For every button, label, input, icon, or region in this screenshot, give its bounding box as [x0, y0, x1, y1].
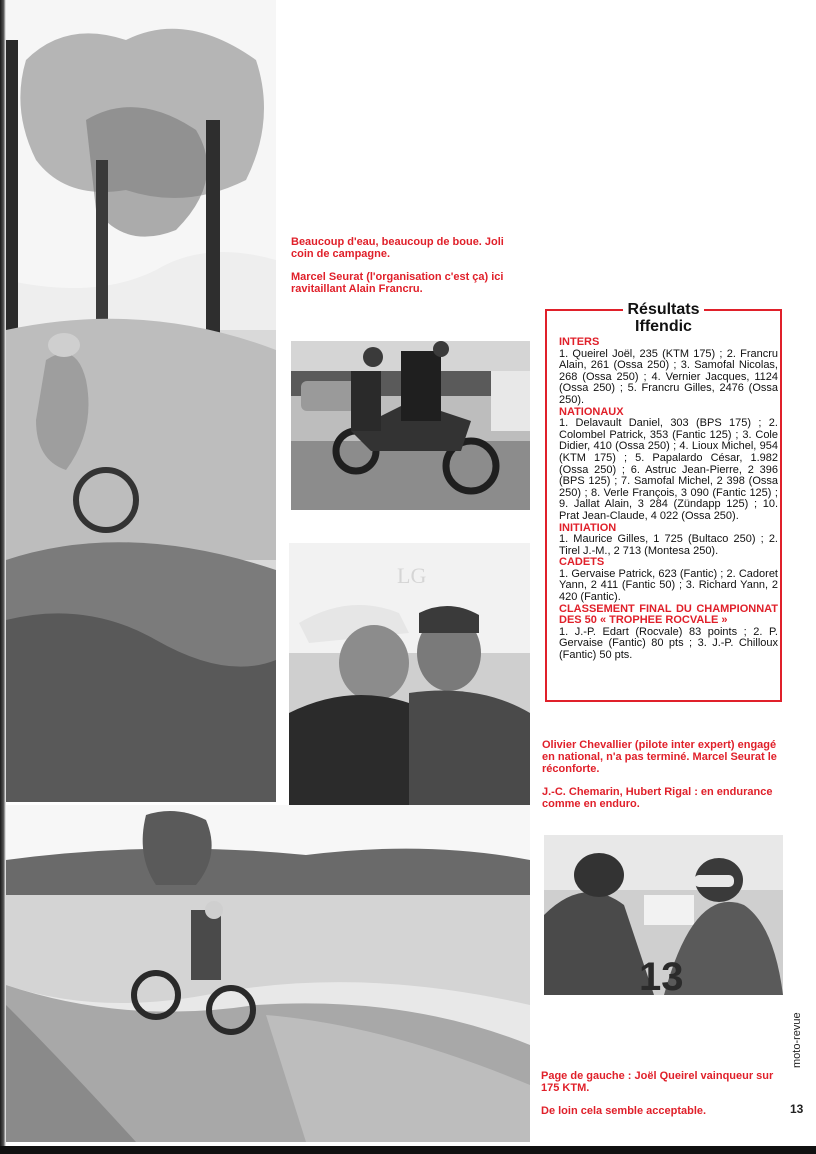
results-title-line2: Iffendic — [635, 318, 692, 335]
svg-text:13: 13 — [639, 955, 684, 995]
svg-text:LG: LG — [397, 563, 427, 588]
results-text-cadets: 1. Gervaise Patrick, 623 (Fantic) ; 2. Cadoret Yann, 2 411 (Fantic 50) ; 3. Richard Yann, 2 420 (Fantic). — [559, 567, 778, 604]
results-title — [623, 301, 703, 335]
caption-marcel-seurat: Marcel Seurat (l'organisation c'est ça) ici ravitaillant Alain Francru. — [291, 271, 504, 295]
page-number: 13 — [790, 1102, 804, 1116]
photo-landscape — [6, 805, 530, 1142]
results-heading-classement: CLASSEMENT FINAL DU CHAMPIONNAT DES 50 « TROPHEE ROCVALE » — [559, 602, 778, 627]
caption-joel-queirel: Page de gauche : Joël Queirel vainqueur sur 175 KTM. — [541, 1070, 774, 1094]
caption-middle — [542, 739, 792, 810]
results-text-inters: 1. Queirel Joël, 235 (KTM 175) ; 2. Francru Alain, 261 (Ossa 250) ; 3. Samofal Nicolas, 268 (Ossa 250) ; 4. Vernier Jacques, 1124 (Ossa 250) ; 5. Francru Gilles, 2476 (Ossa 250). — [559, 347, 778, 406]
results-title-line1: Résultats — [627, 301, 700, 318]
caption-bottom — [541, 1070, 781, 1117]
results-heading-cadets: CADETS — [559, 556, 605, 569]
results-text-initiation: 1. Maurice Gilles, 1 725 (Bultaco 250) ; 2. Tirel J.-M., 2 713 (Montesa 250). — [559, 533, 778, 557]
photo-refuel — [291, 341, 530, 510]
caption-water-mud: Beaucoup d'eau, beaucoup de boue. Joli coin de campagne. — [291, 236, 504, 260]
results-text-nationaux: 1. Delavault Daniel, 303 (BPS 175) ; 2. Colombel Patrick, 353 (Fantic 125) ; 3. Cole Didier, 410 (Ossa 250) ; 4. Lioux Michel, 954 (KTM 175) ; 5. Papalardo César, 1.982 (Ossa 250) ; 6. Astruc Jean-Pierre, 2 396 (BPS 125) ; 7. Samofal Michel, 2 398 (Ossa 250) ; 8. Verle François, 3 090 (Fantic 125) ; 9. Jallat Alain, 3 284 (Zündapp 125) ; 10. Prat Jean-Claude, 4 022 (Ossa 250). — [559, 417, 778, 522]
magazine-name: moto-revue — [791, 1012, 803, 1068]
photo-embrace — [289, 543, 530, 806]
photo-two-riders — [544, 835, 783, 995]
results-box — [545, 301, 782, 702]
results-heading-nationaux: NATIONAUX — [559, 405, 624, 418]
results-body — [559, 337, 778, 662]
photo-forest-rider — [6, 0, 276, 802]
results-text-classement: 1. J.-P. Edart (Rocvale) 83 points ; 2. P. Gervaise (Fantic) 80 pts ; 3. J.-P. Chilloux (Fantic) 50 pts. — [559, 625, 778, 662]
results-heading-inters: INTERS — [559, 336, 600, 348]
results-title-wrap — [545, 301, 782, 335]
caption-acceptable: De loin cela semble acceptable. — [541, 1105, 707, 1117]
bottom-edge — [0, 1146, 816, 1154]
caption-top — [291, 236, 506, 295]
caption-olivier-chevallier: Olivier Chevallier (pilote inter expert) engagé en national, n'a pas terminé. Marcel Seurat le réconforte. — [542, 739, 777, 775]
results-heading-initiation: INITIATION — [559, 521, 617, 534]
caption-chemarin-rigal: J.-C. Chemarin, Hubert Rigal : en endurance comme en enduro. — [542, 786, 773, 810]
